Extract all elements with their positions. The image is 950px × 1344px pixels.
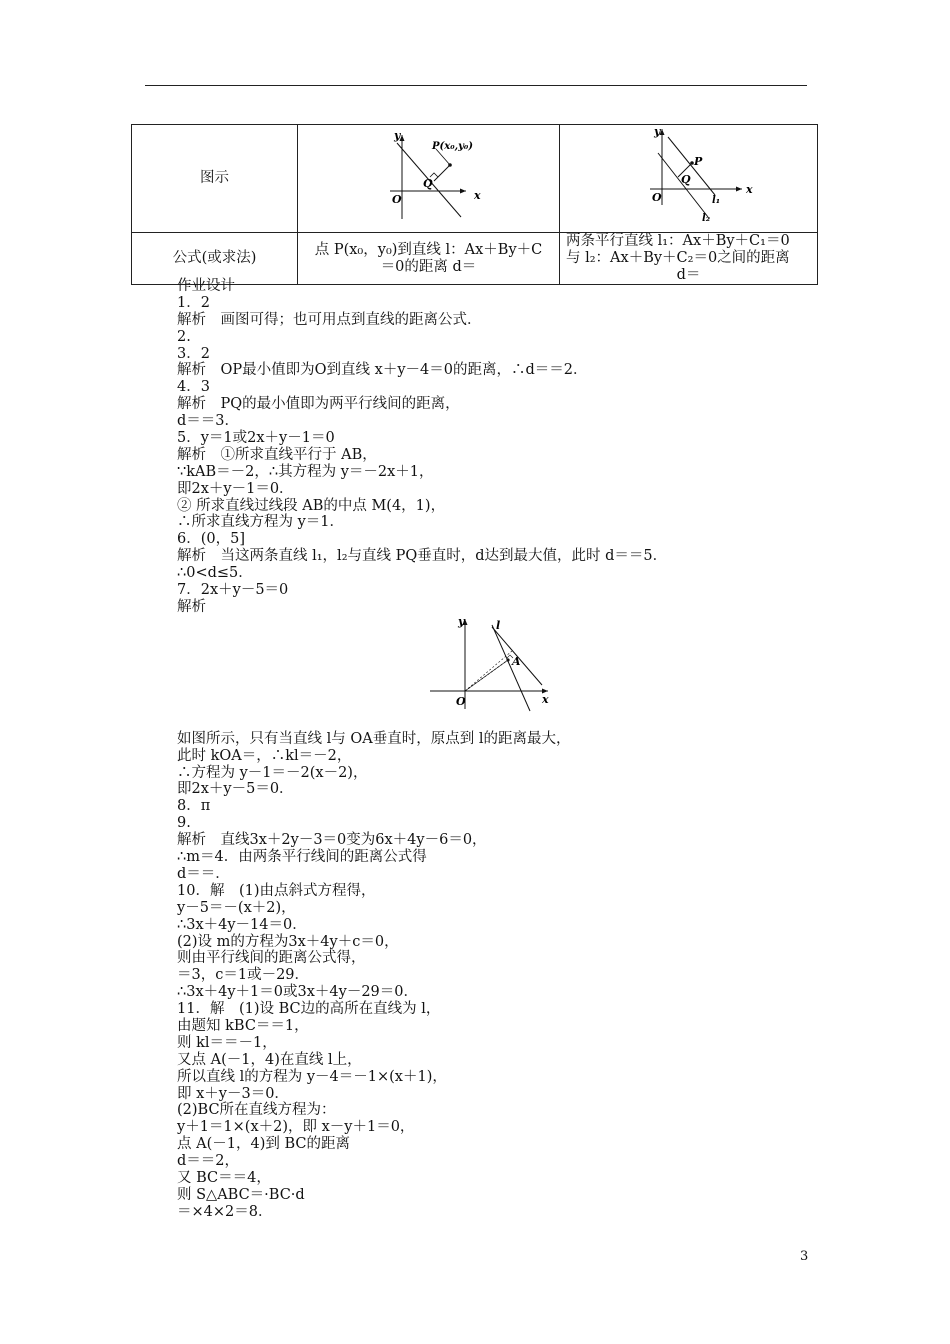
text-line: 10．解 (1)由点斜式方程得， [177, 882, 376, 899]
point-q-label: Q [681, 173, 691, 186]
text-line: 解析 [177, 598, 206, 615]
origin-label: O [456, 695, 466, 708]
formula-line: 与 l₂：Ax＋By＋C₂＝0之间的距离 [566, 250, 790, 266]
text-line: ∴0<d≤5． [177, 565, 253, 582]
problem-7-figure [428, 613, 558, 713]
formula-line: 两条平行直线 l₁：Ax＋By＋C₁＝0 [566, 233, 790, 249]
text-line: ∴3x＋4y＋1＝0或3x＋4y－29＝0． [177, 984, 418, 1001]
text-line: 如图所示，只有当直线 l与 OA垂直时，原点到 l的距离最大， [177, 730, 571, 747]
text-line: 11．解 (1)设 BC边的高所在直线为 l， [177, 1001, 441, 1018]
table-row [132, 233, 818, 285]
text-line: (2)BC所在直线方程为： [177, 1102, 336, 1119]
text-line: 4．3 [177, 379, 210, 396]
text-line: 6．(0，5] [177, 531, 245, 548]
text-line: 则 S△ABC＝·BC·d [177, 1186, 305, 1203]
x-axis-label: x [542, 693, 549, 706]
text-line: 又点 A(－1，4)在直线 l上， [177, 1051, 362, 1068]
table-row [132, 125, 818, 233]
y-axis-label: y [654, 125, 661, 138]
text-line: 则 kl＝＝－1， [177, 1034, 277, 1051]
formula-line: ＝0的距离 d＝ [380, 258, 477, 275]
origin-label: O [392, 193, 402, 206]
text-line: ∵kAB＝－2，∴其方程为 y＝－2x＋1， [177, 463, 434, 480]
text-line: ＝×4×2＝8． [177, 1203, 273, 1220]
text-line: 所以直线 l的方程为 y－4＝－1×(x＋1)， [177, 1068, 447, 1085]
text-line: 2. [177, 328, 191, 345]
diagram-parallel-lines [560, 125, 818, 233]
text-line: 5．y＝1或2x＋y－1＝0 [177, 430, 335, 447]
row-label-formula: 公式(或求法) [132, 233, 298, 285]
section-title: 作业设计 [177, 278, 235, 294]
text-line: ∴方程为 y－1＝－2(x－2)， [177, 764, 368, 781]
answer-body [177, 278, 817, 1221]
text-line: 由题知 kBC＝＝1， [177, 1017, 309, 1034]
text-line: 即2x＋y－1＝0． [177, 480, 294, 497]
text-line: 又 BC＝＝4， [177, 1169, 271, 1186]
parallel-lines-figure [560, 125, 821, 227]
text-line: 解析 ①所求直线平行于 AB， [177, 446, 377, 463]
formula-parallel-lines [560, 233, 818, 285]
text-line: 7．2x＋y－5＝0 [177, 582, 289, 599]
point-a-label: A [512, 655, 521, 668]
text-line: 解析 OP最小值即为O到直线 x＋y－4＝0的距离，∴d＝＝2． [177, 362, 588, 379]
text-line: 解析 当这两条直线 l₁，l₂与直线 PQ垂直时，d达到最大值，此时 d＝＝5． [177, 548, 668, 565]
point-q-label: Q [423, 177, 433, 190]
text-line: ＝3，c＝1或－29． [177, 967, 310, 984]
text-line: 则由平行线间的距离公式得， [177, 950, 366, 967]
text-line: (2)设 m的方程为3x＋4y＋c＝0， [177, 933, 399, 950]
text-line: 此时 kOA＝，∴kl＝－2， [177, 747, 352, 764]
row-label-diagram: 图示 [132, 125, 298, 233]
x-axis-label: x [474, 189, 481, 202]
point-p-label: P(x₀,y₀) [432, 141, 473, 152]
text-line: d＝＝2， [177, 1153, 240, 1170]
text-line: 1．2 [177, 294, 210, 311]
text-line: 8．π [177, 798, 211, 815]
text-line: y＋1＝1×(x＋2)，即 x－y＋1＝0， [177, 1119, 415, 1136]
page-number: 3 [800, 1249, 809, 1264]
text-line: y－5＝－(x＋2)， [177, 899, 296, 916]
text-line: 解析 PQ的最小值即为两平行线间的距离， [177, 396, 460, 413]
text-line: 即2x＋y－5＝0． [177, 781, 294, 798]
point-p-label: P [694, 155, 703, 168]
text-line: ∴m＝4．由两条平行线间的距离公式得 [177, 849, 427, 866]
formula-point-line [298, 233, 560, 285]
text-line: ∴3x＋4y－14＝0． [177, 916, 307, 933]
diagram-point-line [298, 125, 560, 233]
formula-line: 点 P(x₀，y₀)到直线 l：Ax＋By＋C [314, 241, 543, 258]
origin-label: O [652, 191, 662, 204]
text-line: 解析 画图可得；也可用点到直线的距离公式． [177, 311, 482, 328]
text-line: d＝＝3． [177, 413, 240, 430]
line-l1-label: l₁ [712, 195, 721, 206]
line-l-label: l [496, 619, 501, 632]
text-line: ② 所求直线过线段 AB的中点 M(4，1)， [177, 497, 446, 514]
x-axis-label: x [746, 183, 753, 196]
text-line: 即 x＋y－3＝0． [177, 1085, 289, 1102]
line-l2-label: l₂ [702, 213, 711, 224]
text-line: 9. [177, 815, 191, 832]
text-line: 点 A(－1，4)到 BC的距离 [177, 1136, 350, 1153]
text-line: 解析 直线3x＋2y－3＝0变为6x＋4y－6＝0， [177, 832, 487, 849]
text-line: d＝＝． [177, 865, 230, 882]
y-axis-label: y [394, 129, 401, 142]
reference-table [131, 124, 818, 285]
y-axis-label: y [458, 615, 465, 628]
text-line: 3．2 [177, 345, 210, 362]
header-rule [145, 85, 807, 86]
point-to-line-figure [298, 125, 559, 227]
text-line: ∴所求直线方程为 y＝1． [177, 514, 345, 531]
formula-line: d＝ [676, 267, 701, 283]
